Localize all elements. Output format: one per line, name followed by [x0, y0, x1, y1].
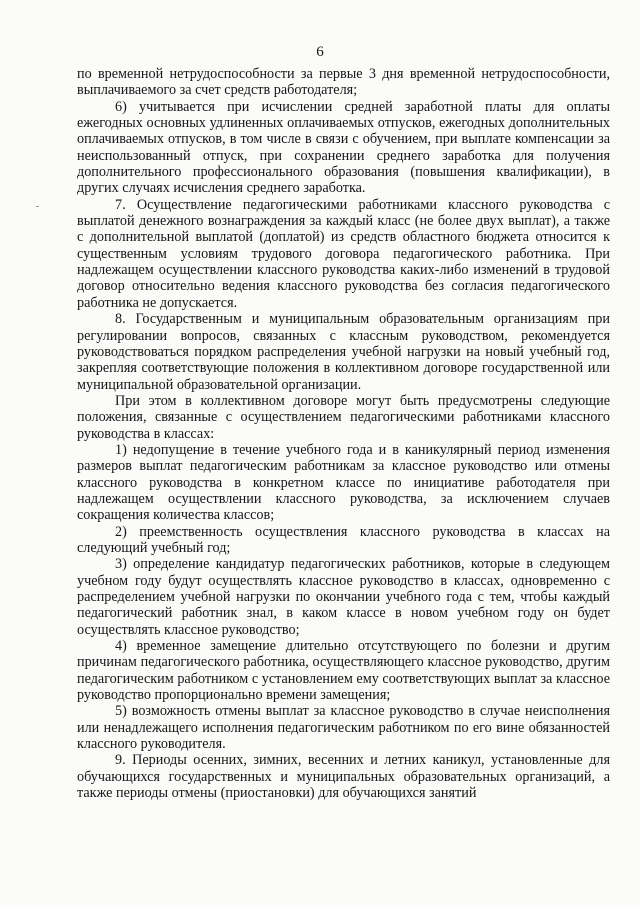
- paragraph-item-6: 6) учитывается при исчислении средней заработной платы для оплаты ежегодных основных удлиненных оплачиваемых отпусков, ежегодных дополнительных оплачиваемых отпусков, в том числе в связи с обучением, при выплате компенсации за неиспользованный отпуск, при сохранении среднего заработка для получения дополнительного профессионального образования (повышения квалификации), в других случаях исчисления среднего заработка.: [77, 98, 610, 197]
- margin-mark: [36, 206, 39, 207]
- page-number: 6: [316, 44, 324, 60]
- paragraph-item-4: 4) временное замещение длительно отсутствующего по болезни и другим причинам педагогического работника, осуществляющего классное руководство, другим педагогическим работником с установлением ему соответствующих выплат за классное руководство пропорционально времени замещения;: [77, 638, 610, 704]
- paragraph-section-8: 8. Государственным и муниципальным образовательным организациям при регулировании вопросов, связанных с классным руководством, рекомендуется руководствоваться порядком распределения учебной нагрузки на новый учебный год, закрепляя соответствующие положения в коллективном договоре государственной или муниципальной образовательной организации.: [77, 311, 610, 393]
- document-body: [77, 66, 610, 801]
- paragraph-section-9: 9. Периоды осенних, зимних, весенних и летних каникул, установленные для обучающихся государственных и муниципальных образовательных организаций, а также периоды отмены (приостановки) для обучающихся занятий: [77, 752, 610, 802]
- paragraph-item-2: 2) преемственность осуществления классного руководства в классах на следующий учебный год;: [77, 523, 610, 556]
- paragraph-section-7: 7. Осуществление педагогическими работниками классного руководства с выплатой денежного вознаграждения за каждый класс (не более двух выплат), а также с дополнительной выплатой (доплатой) из средств областного бюджета относится к существенным условиям трудового договора педагогического работника. При надлежащем осуществлении классного руководства каких-либо изменений в трудовой договор относительно ведения классного руководства без согласия педагогического работника не допускается.: [77, 196, 610, 311]
- paragraph-item-5: 5) возможность отмены выплат за классное руководство в случае неисполнения или ненадлежащего исполнения педагогическим работником по его вине обязанностей классного руководителя.: [77, 703, 610, 753]
- paragraph-item-3: 3) определение кандидатур педагогических работников, которые в следующем учебном году будут осуществлять классное руководство в классах, одновременно с распределением учебной нагрузки по окончании учебного года с тем, чтобы каждый педагогический работник знал, в каком классе в новом учебном году он будет осуществлять классное руководство;: [77, 556, 610, 638]
- paragraph-item-1: 1) недопущение в течение учебного года и в каникулярный период изменения размеров выплат педагогическим работникам за классное руководство или отмены классного руководства в конкретном классе по инициативе работодателя при надлежащем осуществлении классного руководства, за исключением случаев сокращения количества классов;: [77, 441, 610, 524]
- paragraph-collective-agreement: При этом в коллективном договоре могут быть предусмотрены следующие положения, связанные с осуществлением педагогическими работниками классного руководства в классах:: [77, 392, 610, 442]
- paragraph-continuation: по временной нетрудоспособности за первые 3 дня временной нетрудоспособности, выплачиваемого за счет средств работодателя;: [77, 66, 610, 99]
